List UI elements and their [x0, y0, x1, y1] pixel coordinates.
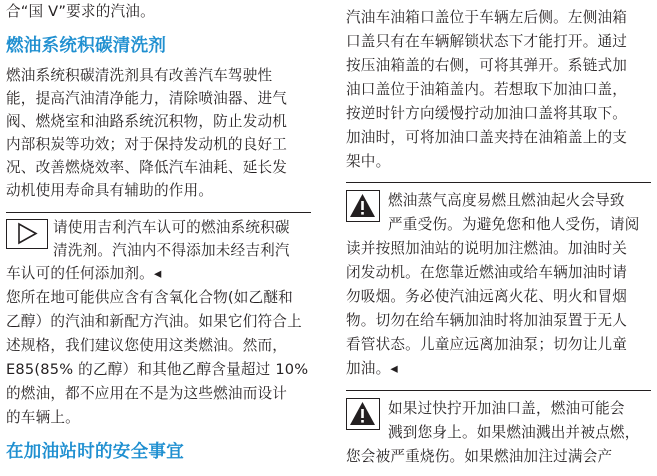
fuel-cap-paragraph-line: 按逆时针方向缓慢拧动加油口盖将其取下。 — [346, 105, 628, 122]
caution-note-line: 请使用吉利汽车认可的燃油系统积碳 — [53, 219, 290, 236]
warning-text-line: 看管状态。儿童应远离加油泵；切勿让儿童 — [346, 336, 628, 353]
warning-text-line: 如果过快拧开加油口盖，燃油可能会 — [388, 400, 625, 417]
oxygenate-paragraph-line: 的车辆上。 — [6, 409, 80, 426]
cleaner-paragraph-line: 内部积炭等功效；对于保持发动机的良好工 — [6, 136, 288, 153]
cleaner-paragraph-line: 阀、燃烧室和油路系统沉积物，防止发动机 — [6, 113, 288, 130]
warning-text-line: 加油。◂ — [346, 360, 398, 377]
fuel-cap-paragraph-line: 按压油箱盖的右侧，可将其弹开。系链式加 — [346, 57, 628, 74]
cleaner-paragraph-line: 况、改善燃烧效率、降低汽车油耗、延长发 — [6, 159, 288, 176]
warning-divider — [346, 182, 651, 183]
warning-exclamation-icon — [346, 398, 380, 430]
oxygenate-paragraph-line: 乙醇）的汽油和新配方汽油。如果它们符合上 — [6, 313, 302, 330]
cleaner-paragraph-line: 能，提高汽油清净能力，清除喷油器、进气 — [6, 90, 288, 107]
warning-text-line: 您会被严重烧伤。如果燃油加注过满会产 — [346, 448, 613, 465]
intro-line: 合“国 V”要求的汽油。 — [6, 3, 155, 20]
warning-text-line: 闭发动机。在您靠近燃油或给车辆加油时请 — [346, 264, 628, 281]
oxygenate-paragraph-line: 的燃油，都不应用在不是为这些燃油而设计 — [6, 385, 288, 402]
caution-arrow-icon — [6, 219, 48, 249]
warning-text-line: 物。切勿在给车辆加油时将加油泵置于无人 — [346, 312, 628, 329]
caution-note-line: 清洗剂。汽油内不得添加未经吉利汽 — [53, 242, 290, 259]
warning-text-line: 勿吸烟。务必使汽油远离火花、明火和冒烟 — [346, 288, 628, 305]
caution-divider — [6, 212, 311, 213]
section-heading-safety: 在加油站时的安全事宜 — [6, 442, 184, 462]
warning-exclamation-icon — [346, 190, 380, 222]
fuel-cap-paragraph-line: 汽油车油箱口盖位于车辆左后侧。左侧油箱 — [346, 9, 628, 26]
oxygenate-paragraph-line: E85(85% 的乙醇）和其他乙醇含量超过 10% — [6, 361, 309, 378]
warning-text-line: 严重受伤。为避免您和他人受伤，请阅 — [388, 216, 640, 233]
oxygenate-paragraph-line: 您所在地可能供应含有含氧化合物(如乙醚和 — [6, 289, 293, 306]
section-heading-cleaner: 燃油系统积碳清洗剂 — [6, 36, 167, 56]
warning-text-line: 读并按照加油站的说明加注燃油。加油时关 — [346, 240, 628, 257]
warning-text-line: 溅到您身上。如果燃油溅出并被点燃， — [388, 424, 640, 441]
fuel-cap-paragraph-line: 加油时，可将加油口盖夹持在油箱盖上的支 — [346, 129, 628, 146]
caution-note-line: 车认可的任何添加剂。◂ — [6, 265, 162, 282]
warning-divider — [346, 390, 651, 391]
oxygenate-paragraph-line: 述规格，我们建议您使用这类燃油。然而， — [6, 337, 288, 354]
fuel-cap-paragraph-line: 架中。 — [346, 153, 391, 170]
warning-text-line: 燃油蒸气高度易燃且燃油起火会导致 — [388, 192, 625, 209]
cleaner-paragraph-line: 动机使用寿命具有辅助的作用。 — [6, 182, 214, 199]
fuel-cap-paragraph-line: 口盖只有在车辆解锁状态下才能打开。通过 — [346, 33, 628, 50]
cleaner-paragraph-line: 燃油系统积碳清洗剂具有改善汽车驾驶性 — [6, 67, 273, 84]
fuel-cap-paragraph-line: 油口盖位于油箱盖内。若想取下加油口盖， — [346, 81, 628, 98]
